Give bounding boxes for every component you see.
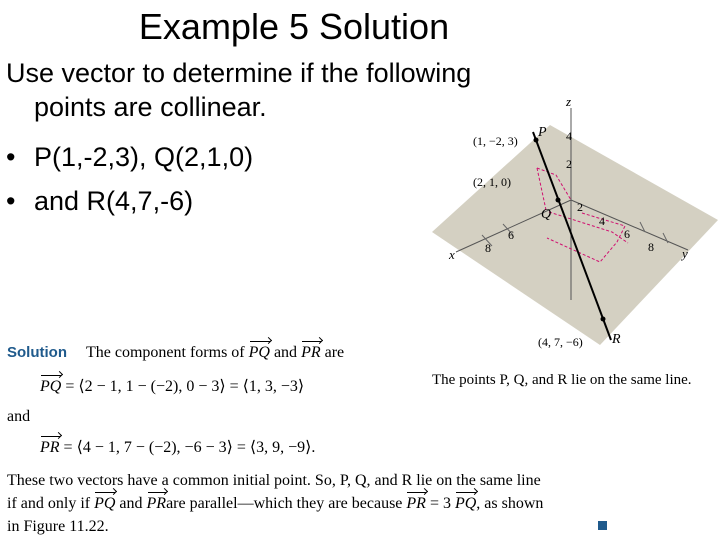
and-word: and xyxy=(7,408,31,425)
bullet-text: P(1,-2,3), Q(2,1,0) xyxy=(34,142,254,172)
slide-lead xyxy=(6,56,471,124)
lead-line-2: points are collinear. xyxy=(34,92,267,122)
para-text: , as shown xyxy=(476,495,544,512)
intro-text: and xyxy=(273,344,298,361)
bullet-dot-icon: • xyxy=(6,186,16,216)
vector-pr: PR xyxy=(146,495,167,512)
vector-pr: PR xyxy=(301,344,321,361)
point-q-marker xyxy=(556,198,561,203)
para-text: = 3 xyxy=(429,495,451,512)
paragraph-line: These two vectors have a common initial point. So, P, Q, and R lie on the same line xyxy=(7,472,541,489)
intro-text: The component forms of xyxy=(86,344,245,361)
y-axis-label: y xyxy=(682,246,688,261)
para-text: if and only if xyxy=(7,495,91,512)
tick-label: 4 xyxy=(599,214,605,228)
solution-intro xyxy=(86,344,344,362)
point-p-label: P xyxy=(538,125,547,140)
tick-label: 2 xyxy=(577,200,583,214)
end-of-solution-icon xyxy=(598,521,607,530)
equation-rhs: = ⟨4 − 1, 7 − (−2), −6 − 3⟩ = ⟨3, 9, −9⟩. xyxy=(63,439,316,456)
equation-pq xyxy=(40,376,304,396)
lead-line-1: Use vector to determine if the following xyxy=(6,58,472,88)
tick-label: 6 xyxy=(508,228,514,242)
vector-pq: PQ xyxy=(40,378,62,395)
collinear-points-figure xyxy=(425,92,720,392)
tick-label: 6 xyxy=(624,227,630,241)
solution-label: Solution xyxy=(7,344,67,361)
para-text: are parallel—which they are because xyxy=(166,495,403,512)
vector-pq: PQ xyxy=(248,344,270,361)
paragraph-line: in Figure 11.22. xyxy=(7,518,109,535)
point-r-marker xyxy=(601,317,606,322)
xy-plane xyxy=(432,125,718,345)
bullet-dot-icon: • xyxy=(6,142,16,172)
equation-rhs: = ⟨2 − 1, 1 − (−2), 0 − 3⟩ = ⟨1, 3, −3⟩ xyxy=(65,378,305,395)
bullet-item xyxy=(6,186,193,217)
coord-p-label: (1, −2, 3) xyxy=(473,134,518,148)
vector-pr: PR xyxy=(40,439,60,456)
z-axis-label: z xyxy=(566,94,572,109)
slide-title: Example 5 Solution xyxy=(138,6,450,47)
point-r-label: R xyxy=(612,332,621,347)
x-axis-label: x xyxy=(449,247,455,262)
vector-pq: PQ xyxy=(94,495,116,512)
figure-caption: The points P, Q, and R lie on the same line. xyxy=(432,372,692,388)
tick-label: 2 xyxy=(566,157,572,171)
equation-pr xyxy=(40,437,315,457)
tick-label: 8 xyxy=(485,241,491,255)
vector-pq: PQ xyxy=(454,495,477,512)
coord-q-label: (2, 1, 0) xyxy=(473,175,511,189)
tick-label: 8 xyxy=(648,240,654,254)
vector-pr: PR xyxy=(406,495,426,512)
coord-r-label: (4, 7, −6) xyxy=(538,335,583,349)
tick-label: 4 xyxy=(566,129,572,143)
intro-text: are xyxy=(324,344,345,361)
paragraph-line xyxy=(7,495,543,513)
para-text: and xyxy=(119,495,143,512)
point-q-label: Q xyxy=(541,207,552,222)
bullet-item xyxy=(6,142,253,173)
bullet-text: and R(4,7,-6) xyxy=(34,186,194,216)
